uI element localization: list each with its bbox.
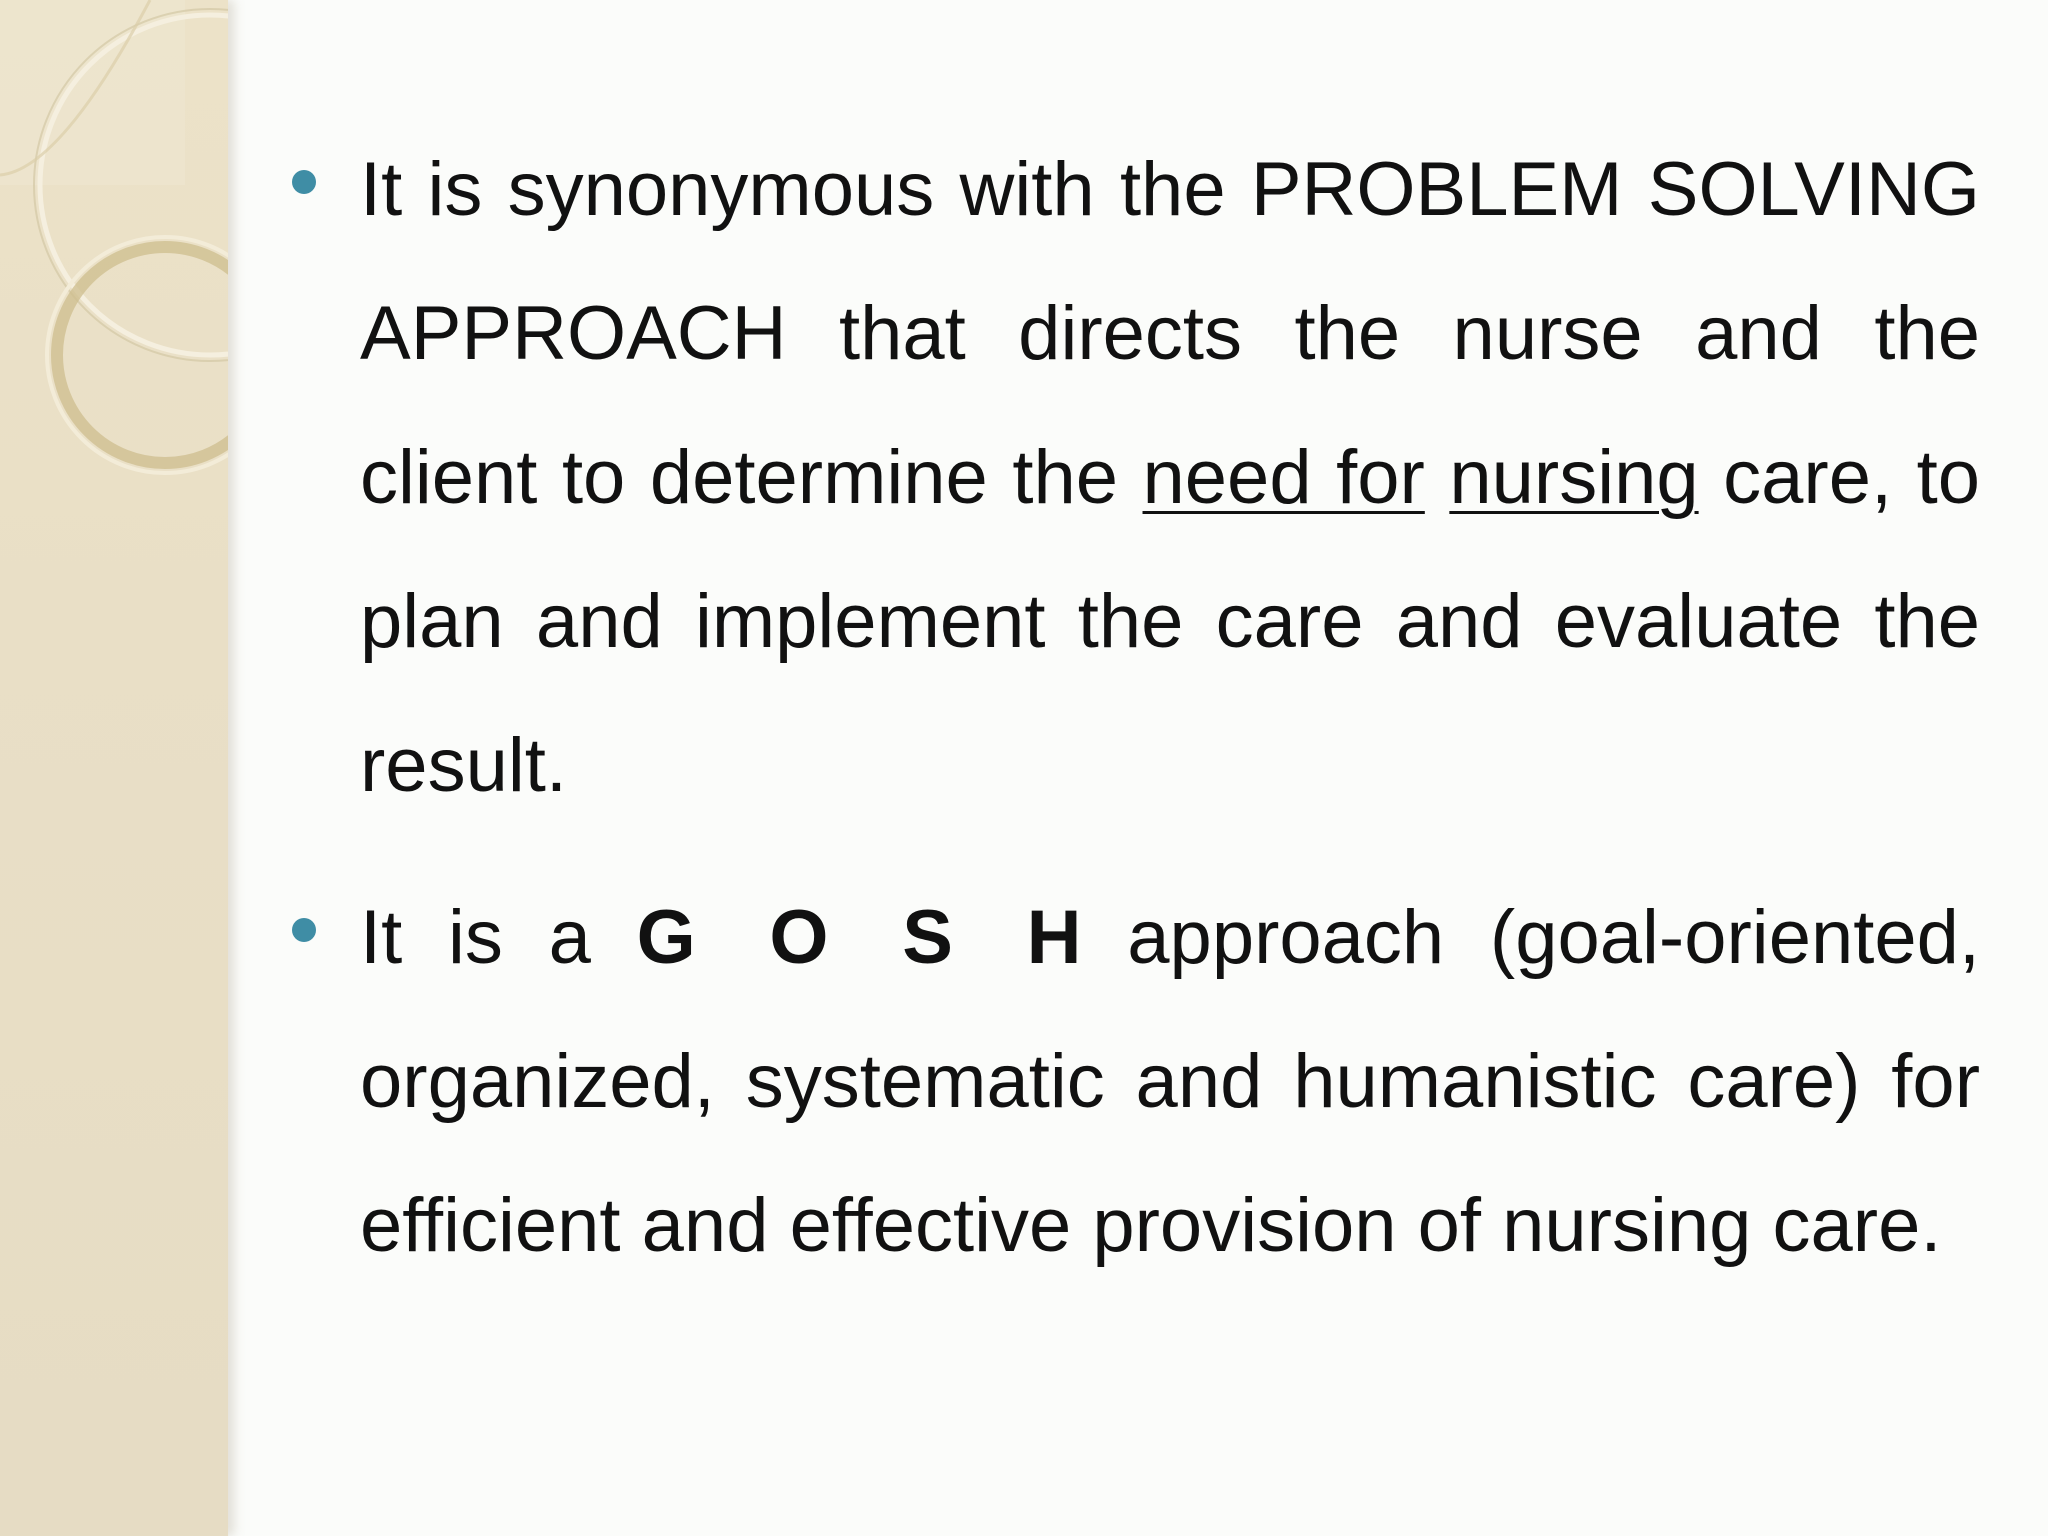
bullet-2-text-part1: It is a: [360, 895, 637, 980]
bullet-1-underlined-text-2: nursing: [1449, 435, 1699, 520]
bullet-text-1: [360, 118, 1980, 838]
bullet-1-text-part2: care, to plan and implement the care and evaluate the result.: [360, 435, 1980, 808]
bullet-dot-icon: [292, 170, 316, 194]
bullet-item-1: [298, 118, 1980, 838]
decorative-rings-graphic: [0, 0, 228, 520]
bullet-1-text-part1: It is synonymous with the PROBLEM SOLVING APPROACH that directs the nurse and the client to determine the: [360, 147, 1980, 520]
bullet-1-underlined-text-1: need for: [1142, 435, 1425, 520]
slide-content: [298, 118, 1980, 1326]
bullet-text-2: [360, 866, 1980, 1298]
bullet-2-bold-acronym: G O S H: [636, 895, 1082, 980]
bullet-dot-icon: [292, 918, 316, 942]
bullet-1-space: [1425, 435, 1450, 520]
bullet-2-text-part2: approach (goal-oriented, organized, systematic and humanistic care) for efficient and effective provision of nursing care.: [360, 895, 1980, 1268]
decorative-side-panel: [0, 0, 228, 1536]
bullet-item-2: [298, 866, 1980, 1298]
